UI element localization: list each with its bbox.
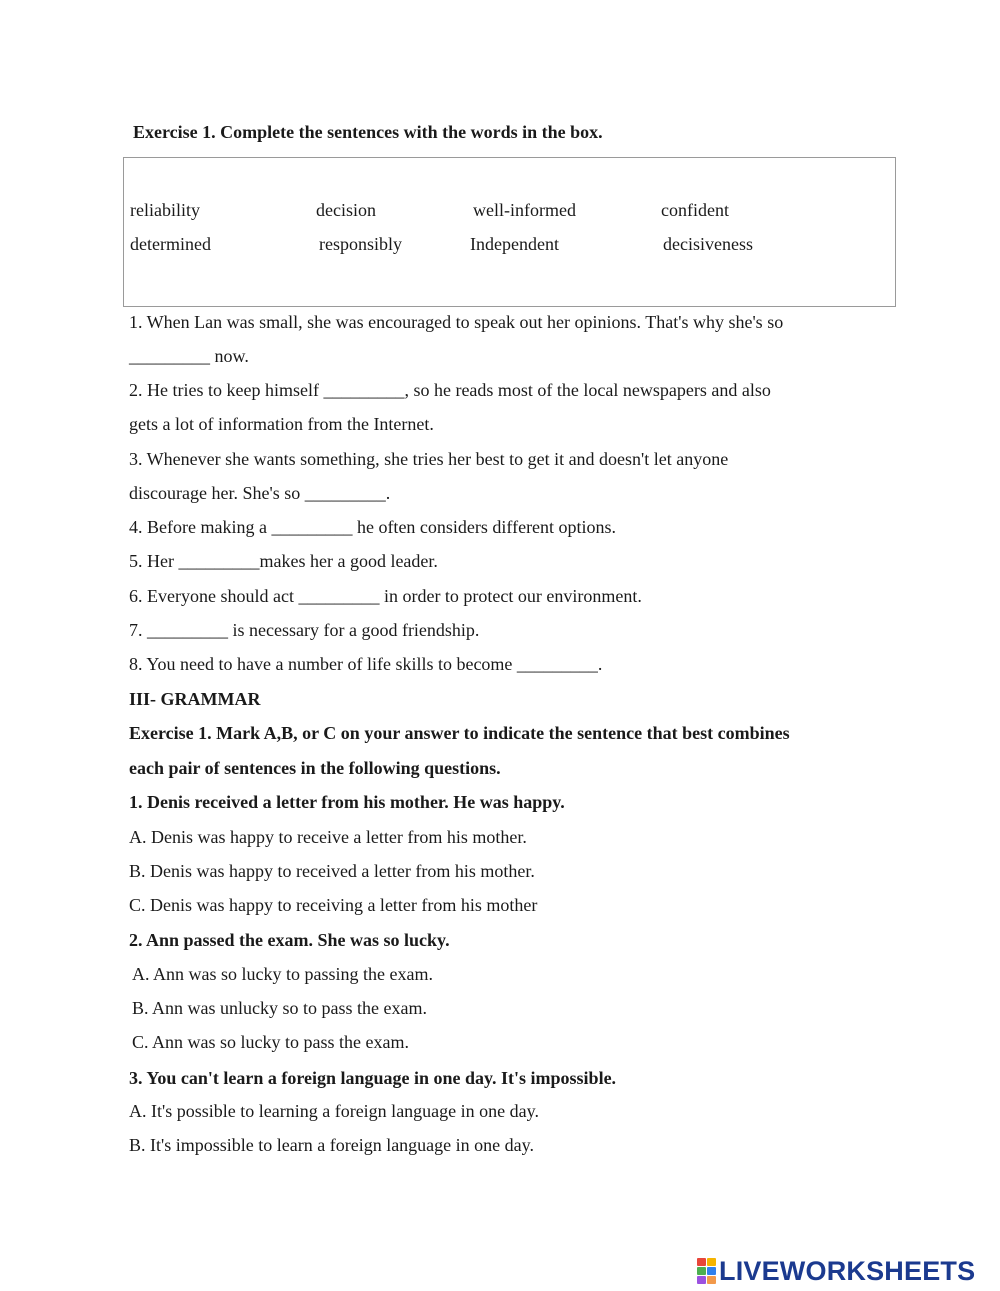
logo-mark-icon: [697, 1258, 716, 1284]
exercise-line: discourage her. She's so _________.: [129, 483, 391, 503]
section-heading: III- GRAMMAR: [129, 689, 261, 709]
word-option: determined: [130, 234, 211, 254]
word-option: confident: [661, 200, 729, 220]
grammar-instruction: each pair of sentences in the following questions.: [129, 758, 501, 778]
question: 3. You can't learn a foreign language in one day. It's impossible.: [129, 1068, 617, 1088]
answer-option: B. Denis was happy to received a letter from his mother.: [129, 861, 535, 881]
exercise-line: 5. Her _________makes her a good leader.: [129, 551, 438, 571]
exercise-line: 8. You need to have a number of life skills to become _________.: [129, 654, 603, 674]
word-box: [123, 157, 896, 307]
exercise-line: gets a lot of information from the Internet.: [129, 414, 434, 434]
word-option: reliability: [130, 200, 200, 220]
answer-option: C. Ann was so lucky to pass the exam.: [132, 1032, 409, 1052]
word-option: responsibly: [319, 234, 402, 254]
word-option: Independent: [470, 234, 559, 254]
exercise-line: _________ now.: [129, 346, 249, 366]
answer-option: A. It's possible to learning a foreign language in one day.: [129, 1101, 539, 1121]
answer-option: B. It's impossible to learn a foreign language in one day.: [129, 1135, 534, 1155]
exercise-line: 6. Everyone should act _________ in order to protect our environment.: [129, 586, 642, 606]
word-option: decision: [316, 200, 376, 220]
answer-option: A. Ann was so lucky to passing the exam.: [132, 964, 433, 984]
question: 2. Ann passed the exam. She was so lucky.: [129, 930, 450, 950]
word-option: well-informed: [473, 200, 576, 220]
exercise-line: 7. _________ is necessary for a good friendship.: [129, 620, 480, 640]
exercise-title: Exercise 1. Complete the sentences with the words in the box.: [133, 122, 603, 142]
exercise-line: 1. When Lan was small, she was encouraged to speak out her opinions. That's why she's so: [129, 312, 784, 332]
logo-text: LIVEWORKSHEETS: [719, 1255, 976, 1286]
word-option: decisiveness: [663, 234, 753, 254]
liveworksheets-logo: [697, 1257, 975, 1285]
exercise-line: 2. He tries to keep himself _________, so he reads most of the local newspapers and also: [129, 380, 771, 400]
answer-option: A. Denis was happy to receive a letter from his mother.: [129, 827, 527, 847]
exercise-line: 4. Before making a _________ he often considers different options.: [129, 517, 617, 537]
answer-option: B. Ann was unlucky so to pass the exam.: [132, 998, 427, 1018]
question: 1. Denis received a letter from his mother. He was happy.: [129, 792, 565, 812]
exercise-line: 3. Whenever she wants something, she tries her best to get it and doesn't let anyone: [129, 449, 729, 469]
answer-option: C. Denis was happy to receiving a letter from his mother: [129, 895, 538, 915]
grammar-instruction: Exercise 1. Mark A,B, or C on your answer to indicate the sentence that best combines: [129, 723, 790, 743]
